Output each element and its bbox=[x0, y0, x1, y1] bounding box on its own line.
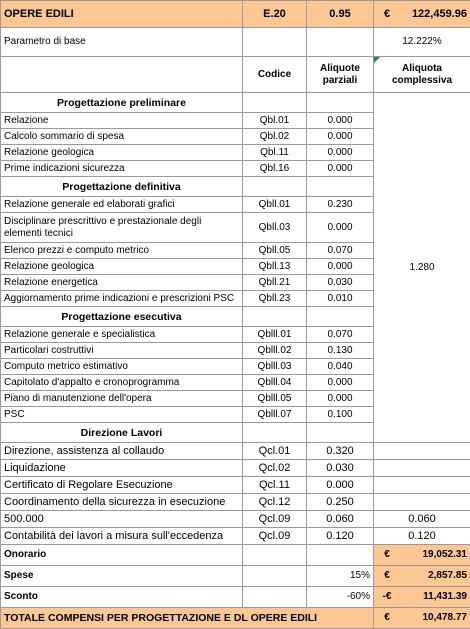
total-pct-spese[interactable]: 15% bbox=[307, 566, 374, 587]
row-code[interactable]: Qblll.04 bbox=[243, 375, 307, 391]
columns-row bbox=[1, 57, 470, 93]
row-description[interactable]: Aggiornamento prime indicazioni e prescrizioni PSC bbox=[1, 291, 243, 307]
section-title-definitiva[interactable]: Progettazione definitiva bbox=[1, 177, 243, 197]
total-row-totale bbox=[1, 608, 470, 629]
header-amount-cell[interactable] bbox=[374, 1, 470, 28]
header-category[interactable]: E.20 bbox=[243, 1, 307, 28]
col-codice[interactable]: Codice bbox=[243, 57, 307, 93]
empty-cell[interactable] bbox=[243, 93, 307, 113]
row-code[interactable]: Qbll.23 bbox=[243, 291, 307, 307]
total-currency: € bbox=[377, 548, 397, 562]
total-amount-cell-spese[interactable] bbox=[374, 566, 470, 587]
row-code[interactable]: Qcl.12 bbox=[243, 494, 307, 511]
row-aliquota[interactable]: 0.100 bbox=[307, 407, 374, 423]
row-aliquota[interactable]: 0.060 bbox=[307, 511, 374, 528]
row-description[interactable]: PSC bbox=[1, 407, 243, 423]
col-parziali[interactable]: Aliquote parziali bbox=[307, 57, 374, 93]
row-code[interactable]: Qblll.02 bbox=[243, 343, 307, 359]
row-code[interactable]: Qcl.11 bbox=[243, 477, 307, 494]
total-pct-onorario[interactable] bbox=[307, 545, 374, 566]
row-total[interactable]: 0.120 bbox=[374, 528, 470, 545]
row-code[interactable]: Qbl.01 bbox=[243, 113, 307, 129]
row-description[interactable]: Disciplinare prescrittivo e prestazionale degli elementi tecnici bbox=[1, 213, 243, 243]
empty-cell[interactable] bbox=[307, 423, 374, 443]
empty-cell[interactable] bbox=[243, 177, 307, 197]
row-description[interactable]: Particolari costruttivi bbox=[1, 343, 243, 359]
total-label-spese[interactable]: Spese bbox=[1, 566, 243, 587]
empty-cell[interactable] bbox=[243, 307, 307, 327]
parametro-value[interactable]: 12.222% bbox=[374, 28, 470, 57]
row-description[interactable]: Contabilità dei lavori a misura sull'eccedenza bbox=[1, 528, 243, 545]
empty-cell[interactable] bbox=[243, 566, 307, 587]
total-currency: -€ bbox=[377, 590, 397, 604]
row-aliquota[interactable]: 0.030 bbox=[307, 275, 374, 291]
section-title-direzione[interactable]: Direzione Lavori bbox=[1, 423, 243, 443]
row-total[interactable]: 0.060 bbox=[374, 511, 470, 528]
row-description[interactable]: 500.000 bbox=[1, 511, 243, 528]
row-code[interactable]: Qbll.13 bbox=[243, 259, 307, 275]
total-label-totale[interactable]: TOTALE COMPENSI PER PROGETTAZIONE E DL OPERE EDILI bbox=[1, 608, 374, 629]
empty-cell[interactable] bbox=[243, 587, 307, 608]
section-title-preliminare[interactable]: Progettazione preliminare bbox=[1, 93, 243, 113]
total-currency: € bbox=[377, 611, 397, 625]
row-description[interactable]: Relazione generale ed elaborati grafici bbox=[1, 197, 243, 213]
aliquota-complessiva[interactable]: 1.280 bbox=[374, 93, 470, 443]
total-label-onorario[interactable]: Onorario bbox=[1, 545, 243, 566]
row-description[interactable]: Certificato di Regolare Esecuzione bbox=[1, 477, 243, 494]
row-aliquota[interactable]: 0.000 bbox=[307, 145, 374, 161]
row-aliquota[interactable]: 0.000 bbox=[307, 477, 374, 494]
total-amount-cell-onorario[interactable] bbox=[374, 545, 470, 566]
row-code[interactable]: Qcl.09 bbox=[243, 511, 307, 528]
row-code[interactable]: Qbll.05 bbox=[243, 243, 307, 259]
parametro-label[interactable]: Parametro di base bbox=[1, 28, 243, 57]
row-description[interactable]: Prime indicazioni sicurezza bbox=[1, 161, 243, 177]
row-aliquota[interactable]: 0.120 bbox=[307, 528, 374, 545]
row-description[interactable]: Liquidazione bbox=[1, 460, 243, 477]
empty-cell[interactable] bbox=[307, 307, 374, 327]
table-row bbox=[1, 528, 470, 545]
table-row bbox=[1, 477, 470, 494]
col-complessiva[interactable]: Aliquota complessiva bbox=[374, 57, 470, 93]
row-aliquota[interactable]: 0.250 bbox=[307, 494, 374, 511]
table-row bbox=[1, 460, 470, 477]
row-description[interactable]: Relazione bbox=[1, 113, 243, 129]
empty-cell[interactable] bbox=[1, 57, 243, 93]
row-aliquota[interactable]: 0.030 bbox=[307, 460, 374, 477]
empty-cell[interactable] bbox=[307, 177, 374, 197]
total-row-sconto bbox=[1, 587, 470, 608]
row-aliquota[interactable]: 0.000 bbox=[307, 391, 374, 407]
row-code[interactable]: Qbl.02 bbox=[243, 129, 307, 145]
empty-cell[interactable] bbox=[374, 477, 470, 494]
row-description[interactable]: Piano di manutenzione dell'opera bbox=[1, 391, 243, 407]
total-amount-cell-totale[interactable] bbox=[374, 608, 470, 629]
row-aliquota[interactable]: 0.040 bbox=[307, 359, 374, 375]
row-description[interactable]: Elenco prezzi e computo metrico bbox=[1, 243, 243, 259]
row-description[interactable]: Calcolo sommario di spesa bbox=[1, 129, 243, 145]
empty-cell[interactable] bbox=[307, 28, 374, 57]
total-row-spese bbox=[1, 566, 470, 587]
row-aliquota[interactable]: 0.230 bbox=[307, 197, 374, 213]
row-code[interactable]: Qbl.16 bbox=[243, 161, 307, 177]
row-aliquota[interactable]: 0.070 bbox=[307, 327, 374, 343]
empty-cell[interactable] bbox=[243, 545, 307, 566]
parametro-row bbox=[1, 28, 470, 57]
row-description[interactable]: Relazione geologica bbox=[1, 145, 243, 161]
row-description[interactable]: Relazione energetica bbox=[1, 275, 243, 291]
empty-cell[interactable] bbox=[307, 93, 374, 113]
row-code[interactable]: Qcl.09 bbox=[243, 528, 307, 545]
section-title-esecutiva[interactable]: Progettazione esecutiva bbox=[1, 307, 243, 327]
total-amount: 19,052.31 bbox=[423, 548, 468, 562]
row-code[interactable]: Qbl.11 bbox=[243, 145, 307, 161]
empty-cell[interactable] bbox=[243, 28, 307, 57]
row-description[interactable]: Computo metrico estimativo bbox=[1, 359, 243, 375]
total-amount: 10,478.77 bbox=[423, 611, 468, 625]
row-aliquota[interactable]: 0.000 bbox=[307, 113, 374, 129]
total-amount: 11,431.39 bbox=[423, 590, 467, 604]
row-code[interactable]: Qblll.05 bbox=[243, 391, 307, 407]
total-label-sconto[interactable]: Sconto bbox=[1, 587, 243, 608]
row-aliquota[interactable]: 0.000 bbox=[307, 161, 374, 177]
total-amount-cell-sconto[interactable] bbox=[374, 587, 470, 608]
empty-cell[interactable] bbox=[374, 443, 470, 460]
row-description[interactable]: Capitolato d'appalto e cronoprogramma bbox=[1, 375, 243, 391]
row-aliquota[interactable]: 0.320 bbox=[307, 443, 374, 460]
total-currency: € bbox=[377, 569, 397, 583]
table-row bbox=[1, 443, 470, 460]
empty-cell[interactable] bbox=[374, 460, 470, 477]
row-code[interactable]: Qcl.02 bbox=[243, 460, 307, 477]
table-row bbox=[1, 494, 470, 511]
row-code[interactable]: Qbll.21 bbox=[243, 275, 307, 291]
row-description[interactable]: Coordinamento della sicurezza in esecuzione bbox=[1, 494, 243, 511]
empty-cell[interactable] bbox=[243, 423, 307, 443]
header-grado[interactable]: 0.95 bbox=[307, 1, 374, 28]
row-code[interactable]: Qblll.01 bbox=[243, 327, 307, 343]
row-aliquota[interactable]: 0.000 bbox=[307, 375, 374, 391]
total-amount: 2,857.85 bbox=[428, 569, 467, 583]
row-description[interactable]: Relazione generale e specialistica bbox=[1, 327, 243, 343]
header-amount: 122,459.96 bbox=[412, 7, 467, 21]
row-code[interactable]: Qblll.07 bbox=[243, 407, 307, 423]
row-aliquota[interactable]: 0.130 bbox=[307, 343, 374, 359]
header-row bbox=[1, 1, 470, 28]
row-description[interactable]: Relazione geologica bbox=[1, 259, 243, 275]
total-pct-sconto[interactable]: -60% bbox=[307, 587, 374, 608]
row-aliquota[interactable]: 0.000 bbox=[307, 129, 374, 145]
row-aliquota[interactable]: 0.010 bbox=[307, 291, 374, 307]
empty-cell[interactable] bbox=[374, 494, 470, 511]
row-aliquota[interactable]: 0.000 bbox=[307, 259, 374, 275]
row-code[interactable]: Qblll.03 bbox=[243, 359, 307, 375]
row-description[interactable]: Direzione, assistenza al collaudo bbox=[1, 443, 243, 460]
header-title[interactable]: OPERE EDILI bbox=[1, 1, 243, 28]
total-row-onorario bbox=[1, 545, 470, 566]
table-row bbox=[1, 511, 470, 528]
header-currency: € bbox=[377, 7, 397, 21]
row-code[interactable]: Qbll.03 bbox=[243, 213, 307, 243]
row-aliquota[interactable]: 0.070 bbox=[307, 243, 374, 259]
row-aliquota[interactable]: 0.000 bbox=[307, 213, 374, 243]
section-row bbox=[1, 93, 470, 113]
row-code[interactable]: Qbll.01 bbox=[243, 197, 307, 213]
row-code[interactable]: Qcl.01 bbox=[243, 443, 307, 460]
